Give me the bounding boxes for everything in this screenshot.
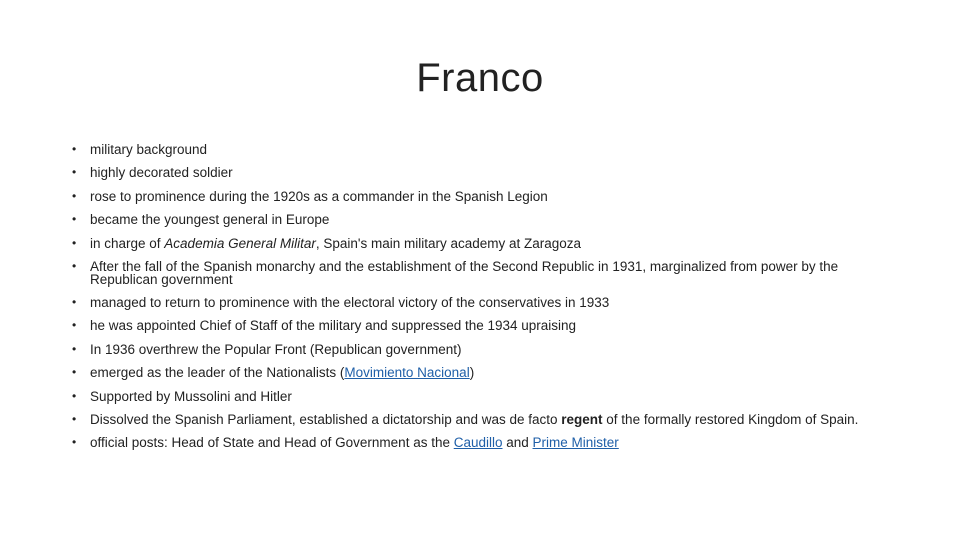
list-item: [72, 390, 890, 403]
list-item: [72, 436, 890, 449]
bullet-text: [90, 236, 581, 251]
bullet-text: [90, 412, 858, 427]
bullet-icon: •: [72, 411, 77, 426]
bullet-text: [90, 435, 619, 450]
bullet-icon: •: [72, 235, 77, 250]
bullet-text: [90, 365, 474, 380]
list-item: [72, 213, 890, 226]
bullet-text: After the fall of the Spanish monarchy and the establishment of the Second Republic in 1931, marginalized from power by the Republican government: [90, 258, 839, 287]
bullet-text: became the youngest general in Europe: [90, 212, 330, 228]
bullet-list: [72, 143, 890, 459]
bullet-text-part: and: [502, 434, 533, 450]
list-item: [72, 343, 890, 356]
bullet-icon: •: [72, 212, 77, 227]
bullet-icon: •: [72, 188, 77, 203]
bullet-text: rose to prominence during the 1920s as a commander in the Spanish Legion: [90, 188, 548, 204]
bullet-icon: •: [72, 434, 77, 449]
bullet-text: military background: [90, 142, 208, 157]
bullet-icon: •: [72, 142, 77, 156]
bullet-text: Supported by Mussolini and Hitler: [90, 388, 292, 404]
bullet-text: managed to return to prominence with the electoral victory of the conservatives in 1933: [90, 294, 610, 310]
bullet-icon: •: [72, 165, 77, 180]
prime-minister-link[interactable]: Prime Minister: [532, 434, 619, 450]
bullet-icon: •: [72, 365, 77, 380]
list-item: [72, 413, 890, 426]
caudillo-link[interactable]: Caudillo: [453, 434, 503, 450]
list-item: [72, 319, 890, 332]
list-item: [72, 366, 890, 379]
bullet-text: In 1936 overthrew the Popular Front (Republican government): [90, 341, 462, 357]
bullet-text-part: official posts: Head of State and Head of Government as the: [90, 434, 454, 450]
bullet-text-part: in charge of: [90, 235, 165, 251]
list-item: [72, 166, 890, 179]
bullet-icon: •: [72, 258, 77, 273]
bullet-text-part: ): [469, 365, 475, 381]
bullet-text: he was appointed Chief of Staff of the military and suppressed the 1934 upraising: [90, 318, 577, 334]
movimiento-nacional-link[interactable]: Movimiento Nacional: [344, 365, 470, 381]
list-item: [72, 296, 890, 309]
list-item: [72, 143, 890, 156]
bullet-icon: •: [72, 294, 77, 309]
list-item: [72, 260, 890, 286]
bullet-text-part: , Spain's main military academy at Zaragoza: [315, 235, 582, 251]
academy-name: Academia General Militar: [164, 235, 316, 251]
bullet-text-part: Dissolved the Spanish Parliament, established a dictatorship and was de facto: [90, 411, 562, 427]
bullet-text-part: emerged as the leader of the Nationalists (: [90, 365, 345, 381]
slide-title: Franco: [416, 56, 544, 100]
bullet-icon: •: [72, 318, 77, 333]
bullet-text: highly decorated soldier: [90, 165, 233, 181]
regent-term: regent: [561, 411, 603, 427]
bullet-icon: •: [72, 388, 77, 403]
list-item: [72, 237, 890, 250]
bullet-icon: •: [72, 341, 77, 356]
bullet-text-part: of the formally restored Kingdom of Spain.: [602, 411, 859, 427]
list-item: [72, 190, 890, 203]
